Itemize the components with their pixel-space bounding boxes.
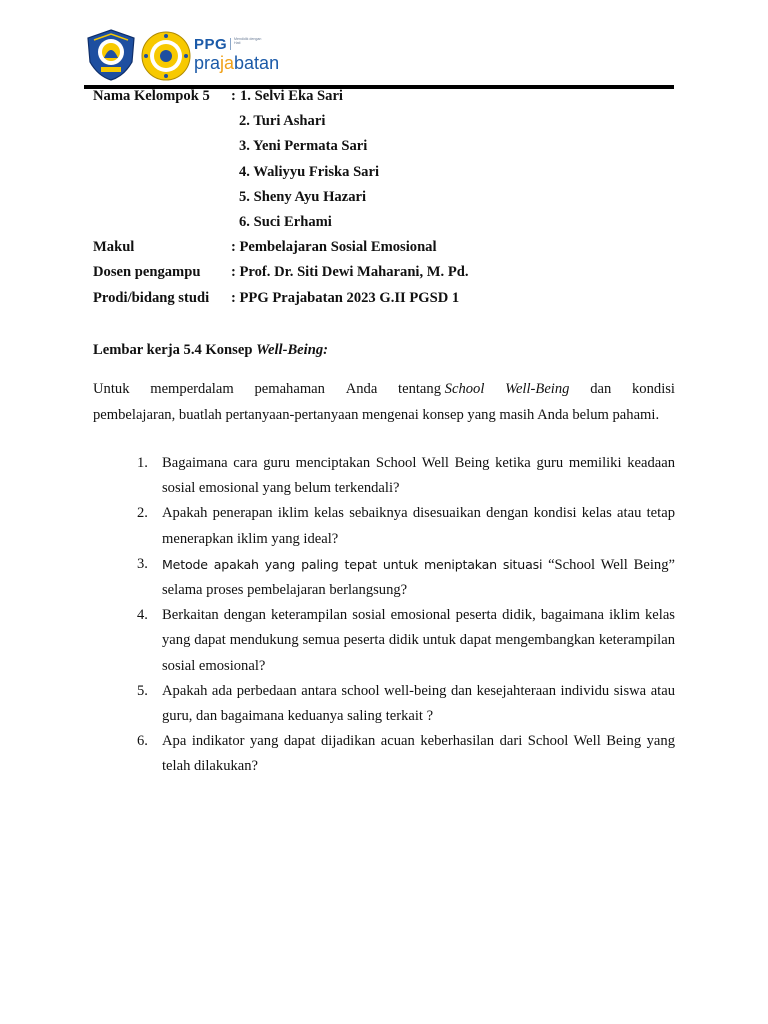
document-header bbox=[84, 26, 674, 86]
section-title-italic: Well-Being: bbox=[256, 342, 328, 358]
question-text: Apakah ada perbedaan antara school well-being dan kesejahteraan individu siswa atau guru, dan bagaimana keduanya saling terkait ? bbox=[162, 682, 675, 725]
member-item: 1. Selvi Eka Sari bbox=[240, 88, 343, 104]
question-text: Bagaimana cara guru menciptakan School Well Being ketika guru memiliki keadaan sosial emosional yang belum terkendali? bbox=[162, 455, 675, 497]
dosen-value: : Prof. Dr. Siti Dewi Maharani, M. Pd. bbox=[231, 264, 469, 281]
question-list bbox=[132, 451, 675, 780]
question-number: 3. bbox=[137, 555, 148, 572]
group-colon: : bbox=[231, 88, 236, 104]
member-item: 2. Turi Ashari bbox=[239, 113, 326, 130]
question-item bbox=[132, 603, 675, 679]
question-item bbox=[132, 552, 675, 603]
question-text: “School Well Being” selama proses pembelajaran berlangsung? bbox=[162, 556, 675, 599]
member-item: 6. Suci Erhami bbox=[239, 213, 332, 230]
makul-label: Makul bbox=[93, 239, 135, 256]
question-number: 1. bbox=[137, 455, 148, 471]
prodi-value: : PPG Prajabatan 2023 G.II PGSD 1 bbox=[231, 289, 460, 306]
intro-paragraph: Untuk memperdalam pemahaman Anda tentang School Well-Being dan kondisi pembelajaran, buatlah pertanyaan-pertanyaan mengenai konsep yang masih Anda belum pahami. bbox=[93, 377, 675, 428]
question-item bbox=[132, 501, 675, 551]
question-number: 5. bbox=[137, 682, 148, 699]
prodi-label: Prodi/bidang studi bbox=[93, 289, 210, 306]
university-emblem-icon bbox=[140, 30, 192, 82]
makul-value: : Pembelajaran Sosial Emosional bbox=[231, 239, 437, 256]
intro-rest: pembelajaran, buatlah pertanyaan-pertanyaan mengenai konsep yang masih Anda belum pahami. bbox=[93, 406, 660, 423]
question-item bbox=[132, 679, 675, 729]
section-title: Lembar kerja 5.4 Konsep Well-Being: bbox=[93, 342, 328, 358]
brand-prajabatan-text: prajabatan bbox=[194, 53, 280, 73]
question-item bbox=[132, 451, 675, 501]
member-item: 3. Yeni Permata Sari bbox=[239, 138, 368, 155]
brand-tagline: Mendidik dengan Hati bbox=[234, 37, 262, 46]
question-text: Apa indikator yang dapat dijadikan acuan keberhasilan dari School Well Being yang telah dilakukan? bbox=[162, 733, 675, 775]
brand-separator bbox=[230, 38, 231, 50]
question-number: 4. bbox=[137, 607, 148, 624]
group-label: Nama Kelompok 5 bbox=[93, 88, 210, 104]
question-item bbox=[132, 729, 675, 779]
dosen-label: Dosen pengampu bbox=[93, 264, 201, 281]
question-text: Apakah penerapan iklim kelas sebaiknya disesuaikan dengan kondisi kelas atau tetap menerapkan iklim yang ideal? bbox=[162, 505, 675, 547]
question-number: 2. bbox=[137, 505, 148, 522]
question-text: Berkaitan dengan keterampilan sosial emosional peserta didik, bagaimana iklim kelas yang dapat mendukung semua peserta didik untuk dapat mengembangkan keterampilan sosial emosional? bbox=[162, 607, 675, 674]
member-item: 4. Waliyyu Friska Sari bbox=[239, 163, 380, 180]
tut-wuri-handayani-emblem-icon bbox=[84, 28, 138, 82]
question-text-sans: Metode apakah yang paling tepat untuk meniptakan situasi bbox=[162, 556, 543, 572]
brand-ppg-text: PPG bbox=[194, 36, 228, 53]
member-item: 5. Sheny Ayu Hazari bbox=[239, 188, 367, 205]
question-number: 6. bbox=[137, 733, 148, 750]
